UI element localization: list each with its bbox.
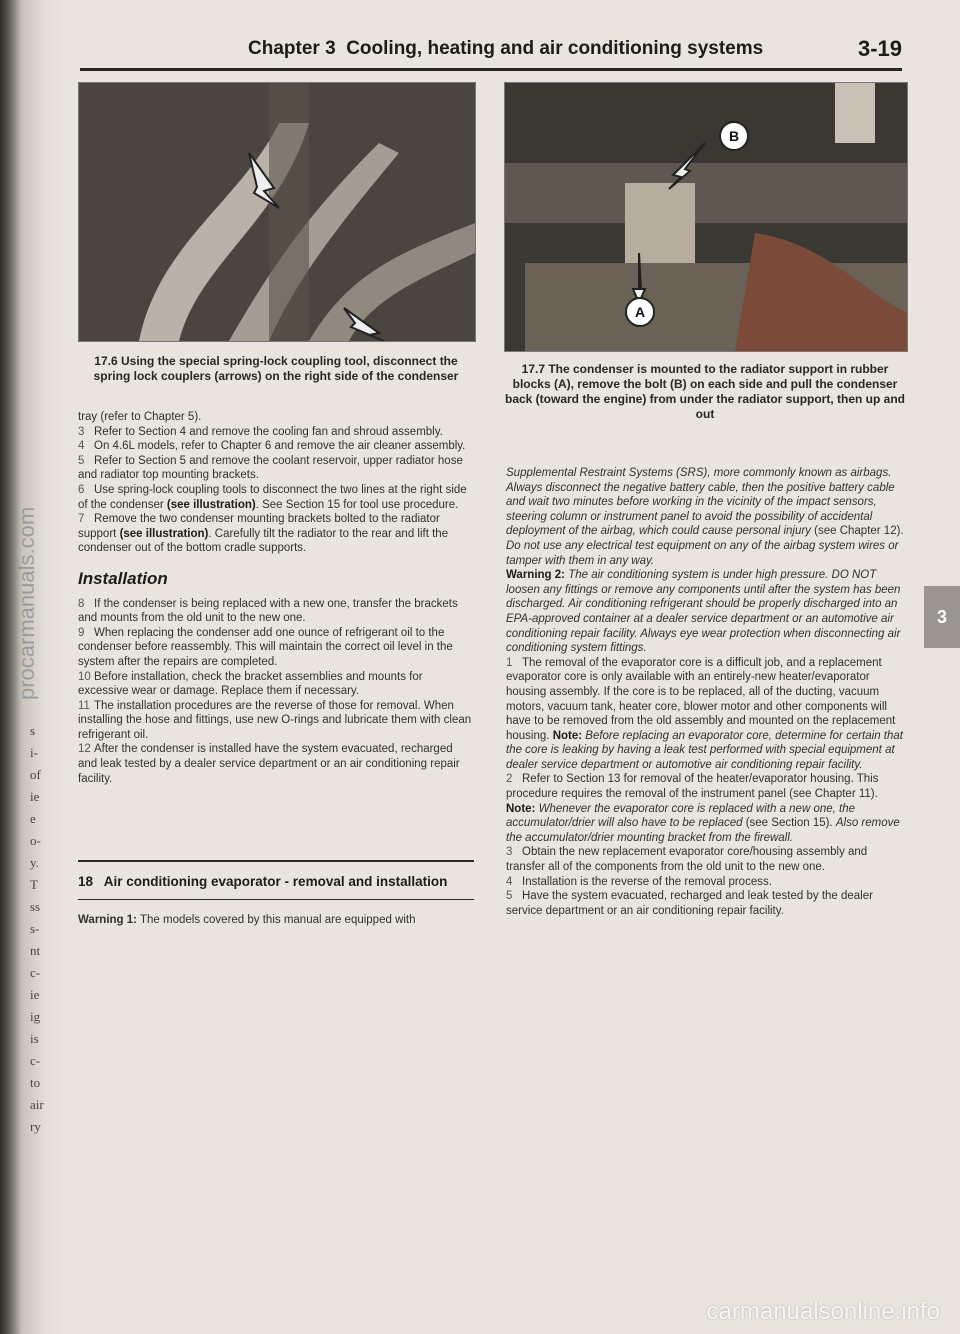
step-number: 10 bbox=[78, 670, 91, 683]
gutter-fragment: y. bbox=[30, 855, 39, 870]
gutter-fragment: nt bbox=[30, 943, 41, 958]
step-text: Have the system evacuated, recharged and leak tested by the dealer service department or an air conditioning repair facility. bbox=[506, 890, 873, 917]
side-watermark: procarmanuals.com bbox=[14, 506, 39, 700]
section-rule-bottom bbox=[78, 899, 474, 900]
paragraph bbox=[78, 410, 474, 425]
warning-2 bbox=[506, 568, 906, 656]
callout-a: A bbox=[625, 297, 655, 327]
step-number: 11 bbox=[78, 699, 90, 712]
gutter-fragment: ss bbox=[30, 899, 41, 914]
warning-text: Supplemental Restraint Systems (SRS), more commonly known as airbags. Always disconnect the negative battery cable, then the positive battery cable and wait two minutes before working in the vicinity of the impact sensors, steering column or instrument panel to avoid the possibility of accidental deployment of the airbag, which could cause personal injury bbox=[506, 467, 895, 538]
step-text: The removal of the evaporator core is a difficult job, and a replacement evaporator core is only available with an entirely-new heater/evaporator housing assembly. If the core is to be replaced, all of the ducting, vacuum motors, vacuum tank, heater core, blower motor and other components will have to be removed from the old assembly and mounted on the replacement housing. bbox=[506, 656, 896, 742]
figure-17-7-caption: 17.7 The condenser is mounted to the radiator support in rubber blocks (A), remove the bolt (B) on each side and pull the condenser back (toward the engine) from under the radiator support, then up and out bbox=[504, 362, 906, 421]
page-number: 3-19 bbox=[857, 36, 902, 61]
figure-17-6-photo bbox=[78, 82, 476, 342]
step-text: Remove the two condenser mounting brackets bolted to the radiator support bbox=[78, 513, 440, 540]
gutter-fragment: e bbox=[30, 811, 36, 826]
header-rule bbox=[80, 68, 902, 71]
note-label: Note: bbox=[552, 729, 583, 742]
note-text: Also remove the accumulator/drier mounting bracket from the firewall. bbox=[506, 817, 900, 844]
step-number: 3 bbox=[78, 425, 85, 438]
step bbox=[78, 454, 474, 483]
step bbox=[506, 772, 906, 845]
chapter-tab: 3 bbox=[924, 586, 960, 648]
section-title bbox=[78, 862, 474, 899]
step bbox=[78, 512, 474, 556]
callout-b: B bbox=[719, 121, 749, 151]
step bbox=[78, 670, 474, 699]
gutter-fragment: of bbox=[30, 767, 41, 782]
step-number: 2 bbox=[506, 773, 513, 786]
condenser-lines-photo bbox=[79, 83, 475, 341]
note-text: Before replacing an evaporator core, determine for certain that the core is leaking by having a leak test performed with special equipment at dealer service department or automotive air conditioning repair facility. bbox=[506, 729, 903, 771]
step-text: After the condenser is installed have the system evacuated, recharged and leak tested by a dealer service department or an air conditioning repair facility. bbox=[78, 743, 460, 785]
step-text: . See Section 15 for tool use procedure. bbox=[255, 498, 459, 511]
gutter-fragment: s- bbox=[30, 921, 40, 936]
gutter-fragment: ry bbox=[30, 1119, 41, 1134]
step-number: 12 bbox=[78, 743, 91, 756]
installation-heading: Installation bbox=[78, 568, 168, 588]
warning-text: Do not use any electrical test equipment on any of the airbag system wires or tamper with them in any way. bbox=[506, 539, 899, 567]
header-title bbox=[248, 38, 763, 60]
step-number: 4 bbox=[78, 440, 85, 453]
step-number: 9 bbox=[78, 626, 85, 639]
gutter-fragment: c- bbox=[30, 965, 41, 980]
gutter-fragment: T bbox=[30, 877, 38, 892]
illustration-ref: (see illustration) bbox=[166, 498, 256, 511]
step-text: Installation is the reverse of the removal process. bbox=[522, 875, 772, 888]
warning-label: Warning 1: bbox=[78, 914, 137, 926]
step bbox=[506, 656, 906, 773]
step bbox=[78, 699, 474, 743]
step bbox=[506, 845, 906, 874]
chapter-title: Cooling, heating and air conditioning systems bbox=[346, 38, 764, 59]
gutter-fragment: to bbox=[30, 1075, 41, 1090]
gutter-fragment: ie bbox=[30, 789, 40, 804]
warning-continued bbox=[506, 466, 906, 568]
step-number: 3 bbox=[506, 846, 513, 859]
gutter-fragment: ie bbox=[30, 987, 40, 1002]
warning-label: Warning 2: bbox=[506, 569, 565, 582]
step-number: 5 bbox=[506, 890, 513, 903]
step-text: Use spring-lock coupling tools to disconnect the two lines at the right side of the condenser bbox=[78, 483, 467, 511]
step-number: 8 bbox=[78, 597, 85, 610]
condenser-mount-photo bbox=[505, 83, 907, 351]
note-label: Note: bbox=[506, 802, 536, 815]
section-title-text: Air conditioning evaporator - removal and installation bbox=[103, 874, 448, 889]
warning-1 bbox=[78, 914, 474, 926]
step bbox=[78, 483, 474, 512]
step-text: If the condenser is being replaced with a new one, transfer the brackets and mounts from the old unit to the new one. bbox=[78, 597, 458, 625]
step-text: Refer to Section 13 for removal of the heater/evaporator housing. This procedure requires the removal of the instrument panel (see Chapter 11). bbox=[506, 773, 879, 801]
gutter-fragment: i- bbox=[30, 745, 38, 760]
step-text: The installation procedures are the reverse of those for removal. When installing the hose and fittings, use new O-rings and lubricate them with clean refrigerant oil. bbox=[78, 699, 472, 741]
illustration-ref: (see illustration) bbox=[119, 527, 209, 540]
gutter-fragment: c- bbox=[30, 1053, 41, 1068]
step bbox=[78, 597, 474, 626]
step-number: 5 bbox=[78, 454, 85, 467]
section-ref: (see Section 15). bbox=[742, 817, 836, 830]
gutter-fragment: s bbox=[30, 723, 36, 738]
figure-17-7-photo bbox=[504, 82, 908, 352]
right-column bbox=[506, 466, 906, 918]
note-text: Whenever the evaporator core is replaced with a new one, the accumulator/drier will also have to be replaced bbox=[506, 802, 856, 830]
step bbox=[78, 742, 474, 786]
footer-watermark: carmanualsonline.info bbox=[706, 1298, 940, 1325]
gutter-fragment: ig bbox=[30, 1009, 41, 1024]
page-header bbox=[80, 34, 902, 74]
step-text: . Carefully tilt the radiator to the rear and lift the condenser out of the bottom cradle supports. bbox=[78, 527, 449, 555]
step-text: When replacing the condenser add one ounce of refrigerant oil to the condenser before reassembly. This will maintain the correct oil level in the system after the repairs are completed. bbox=[78, 626, 453, 668]
step-number: 6 bbox=[78, 483, 85, 496]
step-text: On 4.6L models, refer to Chapter 6 and remove the air cleaner assembly. bbox=[94, 440, 466, 453]
step-text: Refer to Section 5 and remove the coolant reservoir, upper radiator hose and radiator top mounting brackets. bbox=[78, 454, 463, 482]
warning-text: The models covered by this manual are equipped with bbox=[140, 914, 416, 926]
gutter-text-fragments bbox=[30, 720, 60, 1138]
chapter-ref: (see Chapter 12). bbox=[810, 525, 904, 538]
step bbox=[506, 889, 906, 918]
step-number: 1 bbox=[506, 656, 513, 669]
warning-text: The air conditioning system is under high pressure. DO NOT loosen any fittings or remove any components until after the system has been discharged. Air conditioning refrigerant should be properly discharged into an EPA-approved container at a dealer service department or an automotive air conditioning repair facility. Always eye wear protection when disconnecting air conditioning system fittings. bbox=[506, 569, 901, 655]
step bbox=[78, 425, 474, 440]
step-text: Obtain the new replacement evaporator core/housing assembly and transfer all of the components from the old unit to the new one. bbox=[506, 846, 868, 874]
step bbox=[78, 439, 474, 454]
section-number: 18 bbox=[78, 874, 94, 889]
step bbox=[78, 626, 474, 670]
step-number: 4 bbox=[506, 875, 513, 888]
figure-17-6-caption: 17.6 Using the special spring-lock coupling tool, disconnect the spring lock couplers (arrows) on the right side of the condenser bbox=[93, 354, 459, 383]
section-18-header bbox=[78, 860, 474, 926]
gutter-fragment: o- bbox=[30, 833, 41, 848]
chapter-label: Chapter 3 bbox=[248, 38, 336, 59]
step-text: Refer to Section 4 and remove the cooling fan and shroud assembly. bbox=[94, 425, 443, 438]
gutter-fragment: air bbox=[30, 1097, 44, 1112]
gutter-fragment: is bbox=[30, 1031, 39, 1046]
step bbox=[506, 875, 906, 890]
step-number: 7 bbox=[78, 513, 85, 526]
text: tray (refer to Chapter 5). bbox=[78, 411, 202, 423]
step-text: Before installation, check the bracket assemblies and mounts for excessive wear or damage. Replace them if necessary. bbox=[78, 670, 423, 698]
left-column bbox=[78, 410, 474, 786]
